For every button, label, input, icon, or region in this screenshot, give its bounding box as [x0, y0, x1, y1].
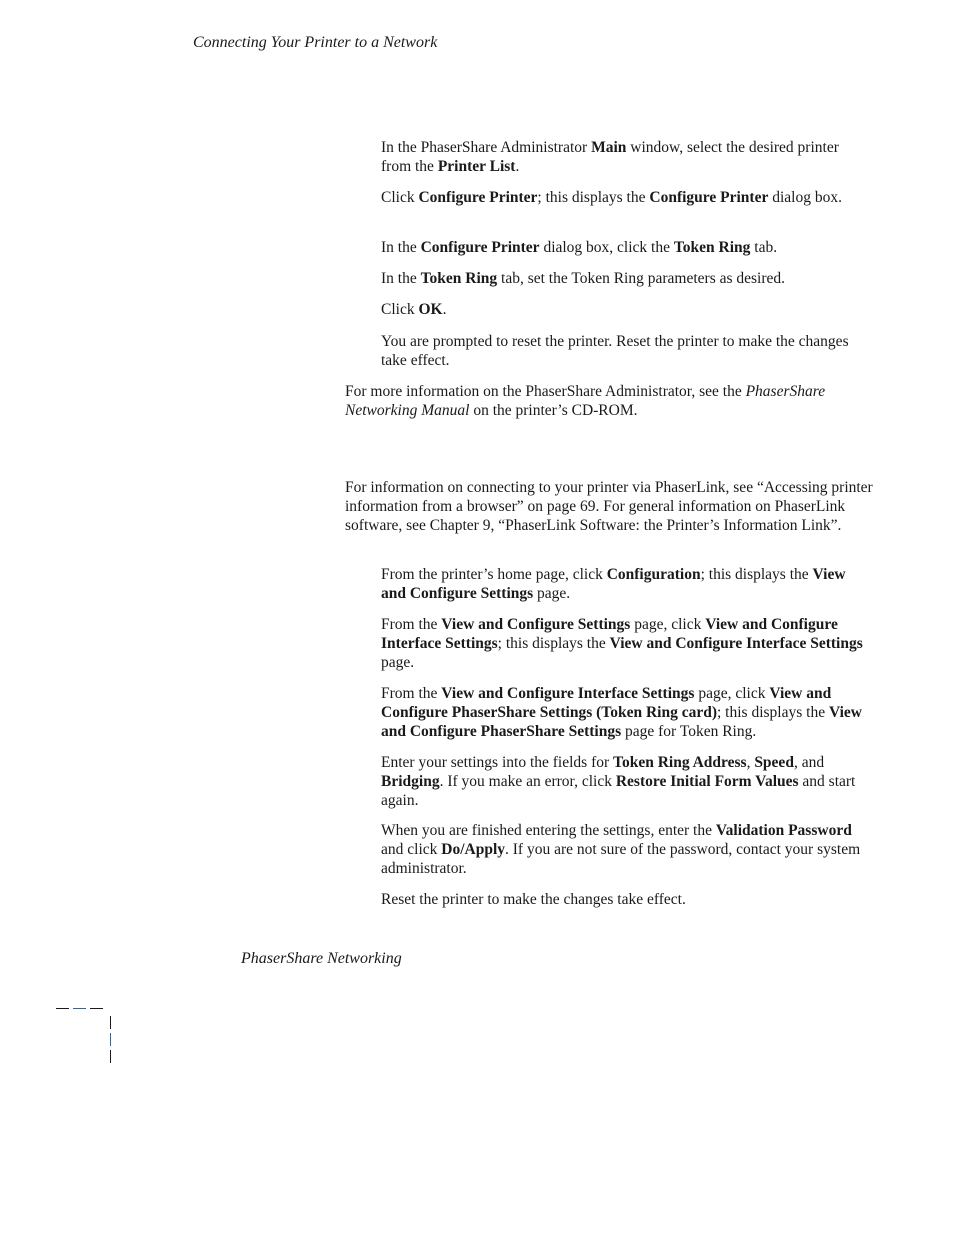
step-click-interface-settings: From the View and Configure Settings page, click View and Configure Interface Settings; this displays the View and Configure Interface Settings page.: [381, 616, 863, 671]
registration-bar: [110, 1050, 111, 1063]
step-select-printer: In the PhaserShare Administrator Main window, select the desired printer from the Printer List.: [381, 139, 839, 175]
step-enter-settings: Enter your settings into the fields for Token Ring Address, Speed, and Bridging. If you make an error, click Restore Initial Form Values and start again.: [381, 754, 856, 809]
step-enter-validation-password: When you are finished entering the settings, enter the Validation Password and click Do/Apply. If you are not sure of the password, contact your system administrator.: [381, 822, 861, 877]
step-click-configure-printer: Click Configure Printer; this displays the Configure Printer dialog box.: [381, 189, 842, 206]
registration-dash: [90, 1008, 103, 1009]
registration-dash: [73, 1008, 86, 1009]
step-click-ok: Click OK.: [381, 301, 447, 318]
phaserlink-intro-paragraph: For information on connecting to your printer via PhaserLink, see “Accessing printer information from a browser” on page 69. For general information on PhaserLink software, see Chapter 9, “PhaserLink Software: the Printer’s Information Link”.: [345, 479, 873, 534]
step-click-phasershare-settings: From the View and Configure Interface Settings page, click View and Configure PhaserShare Settings (Token Ring card); this displays the View and Configure PhaserShare Settings page for Token Ring.: [381, 685, 862, 740]
running-footer: PhaserShare Networking: [241, 950, 402, 967]
step-reset-printer-prompt: You are prompted to reset the printer. Reset the printer to make the changes take effect.: [381, 333, 849, 369]
step-click-configuration: From the printer’s home page, click Configuration; this displays the View and Configure Settings page.: [381, 566, 846, 602]
running-header: Connecting Your Printer to a Network: [193, 34, 438, 51]
step-set-token-ring-parameters: In the Token Ring tab, set the Token Ring parameters as desired.: [381, 270, 786, 287]
step-reset-printer: Reset the printer to make the changes take effect.: [381, 891, 686, 908]
registration-bar: [110, 1016, 111, 1029]
registration-dash: [56, 1008, 69, 1009]
registration-bar: [110, 1033, 111, 1046]
step-click-token-ring-tab: In the Configure Printer dialog box, click the Token Ring tab.: [381, 239, 778, 256]
more-info-paragraph: For more information on the PhaserShare Administrator, see the PhaserShare Networking Manual on the printer’s CD-ROM.: [345, 383, 826, 419]
